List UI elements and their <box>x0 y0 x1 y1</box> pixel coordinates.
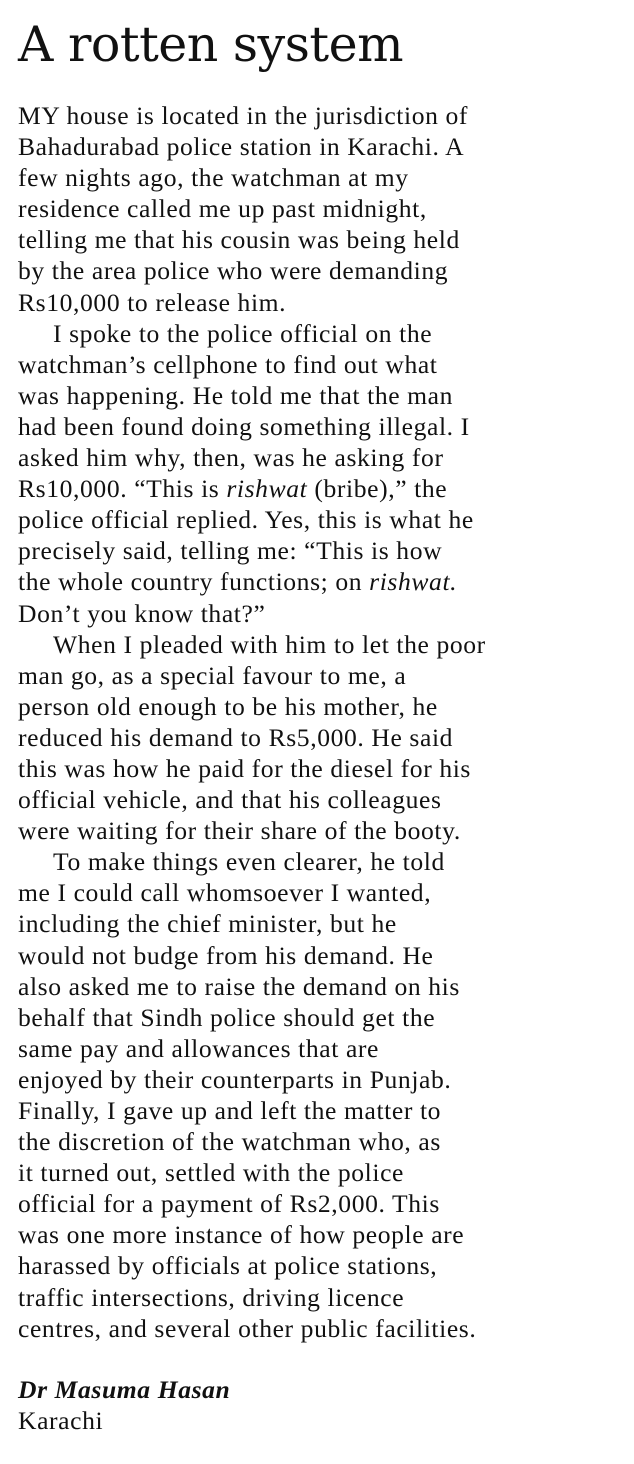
paragraph-line: Don’t you know that?” <box>18 598 266 628</box>
paragraph-line: it turned out, settled with the police <box>18 1158 405 1188</box>
paragraph-line: MY house is located in the jurisdiction of <box>18 101 469 130</box>
paragraph <box>18 629 618 847</box>
paragraph-line: asked him why, then, was he asking for <box>18 443 444 473</box>
paragraph-line: residence called me up past midnight, <box>18 194 427 224</box>
paragraph-line: Finally, I gave up and left the matter to <box>18 1096 442 1125</box>
paragraph-line: also asked me to raise the demand on his <box>18 971 460 1001</box>
letter-article <box>18 14 618 1436</box>
paragraph-line: traffic intersections, driving licence <box>18 1282 405 1312</box>
paragraph-line: would not budge from his demand. He <box>18 940 434 970</box>
article-body <box>18 100 618 1344</box>
paragraph-line: by the area police who were demanding <box>18 256 449 286</box>
italic-term: rishwat <box>226 474 308 504</box>
paragraph-line: including the chief minister, but he <box>18 909 397 939</box>
italic-term: rishwat. <box>369 567 458 597</box>
signature-block <box>18 1374 618 1436</box>
paragraph-line: was happening. He told me that the man <box>18 380 454 410</box>
paragraph-line: When I pleaded with him to let the poor <box>53 629 486 659</box>
paragraph-line: official vehicle, and that his colleagues <box>18 785 442 815</box>
paragraph <box>18 100 618 318</box>
paragraph-line: harassed by officials at police stations, <box>18 1251 438 1281</box>
author-name: Dr Masuma Hasan <box>18 1374 231 1404</box>
paragraph-line: was one more instance of how people are <box>18 1220 465 1250</box>
paragraph-line: me I could call whomsoever I wanted, <box>18 878 432 908</box>
headline: A rotten system <box>18 16 404 73</box>
paragraph-line: I spoke to the police official on the <box>53 318 433 348</box>
paragraph-line: Rs10,000. “This is rishwat (bribe),” the <box>18 474 448 504</box>
paragraph-line: person old enough to be his mother, he <box>18 691 438 721</box>
paragraph-line: this was how he paid for the diesel for his <box>18 753 471 783</box>
paragraph-line: same pay and allowances that are <box>18 1033 380 1063</box>
paragraph-line: reduced his demand to Rs5,000. He said <box>18 722 454 752</box>
author-location: Karachi <box>18 1405 104 1435</box>
paragraph-line: behalf that Sindh police should get the <box>18 1002 436 1032</box>
paragraph <box>18 318 618 629</box>
paragraph-line: precisely said, telling me: “This is how <box>18 536 443 566</box>
paragraph-line: the whole country functions; on rishwat. <box>18 567 458 597</box>
paragraph-line: To make things even clearer, he told <box>53 847 445 877</box>
paragraph-line: Bahadurabad police station in Karachi. A <box>18 132 465 162</box>
paragraph-line: had been found doing something illegal. I <box>18 411 470 441</box>
paragraph-line: watchman’s cellphone to find out what <box>18 349 438 379</box>
paragraph-line: centres, and several other public facilities. <box>18 1313 477 1343</box>
paragraph-line: telling me that his cousin was being held <box>18 225 460 255</box>
paragraph-line: enjoyed by their counterparts in Punjab. <box>18 1064 452 1094</box>
paragraph-line: were waiting for their share of the booty. <box>18 816 461 846</box>
paragraph-line: police official replied. Yes, this is what he <box>18 505 474 535</box>
paragraph-line: man go, as a special favour to me, a <box>18 660 407 690</box>
paragraph-line: Rs10,000 to release him. <box>18 287 287 317</box>
paragraph <box>18 846 618 1344</box>
paragraph-line: the discretion of the watchman who, as <box>18 1127 441 1157</box>
paragraph-line: official for a payment of Rs2,000. This <box>18 1189 440 1219</box>
paragraph-line: few nights ago, the watchman at my <box>18 163 409 193</box>
